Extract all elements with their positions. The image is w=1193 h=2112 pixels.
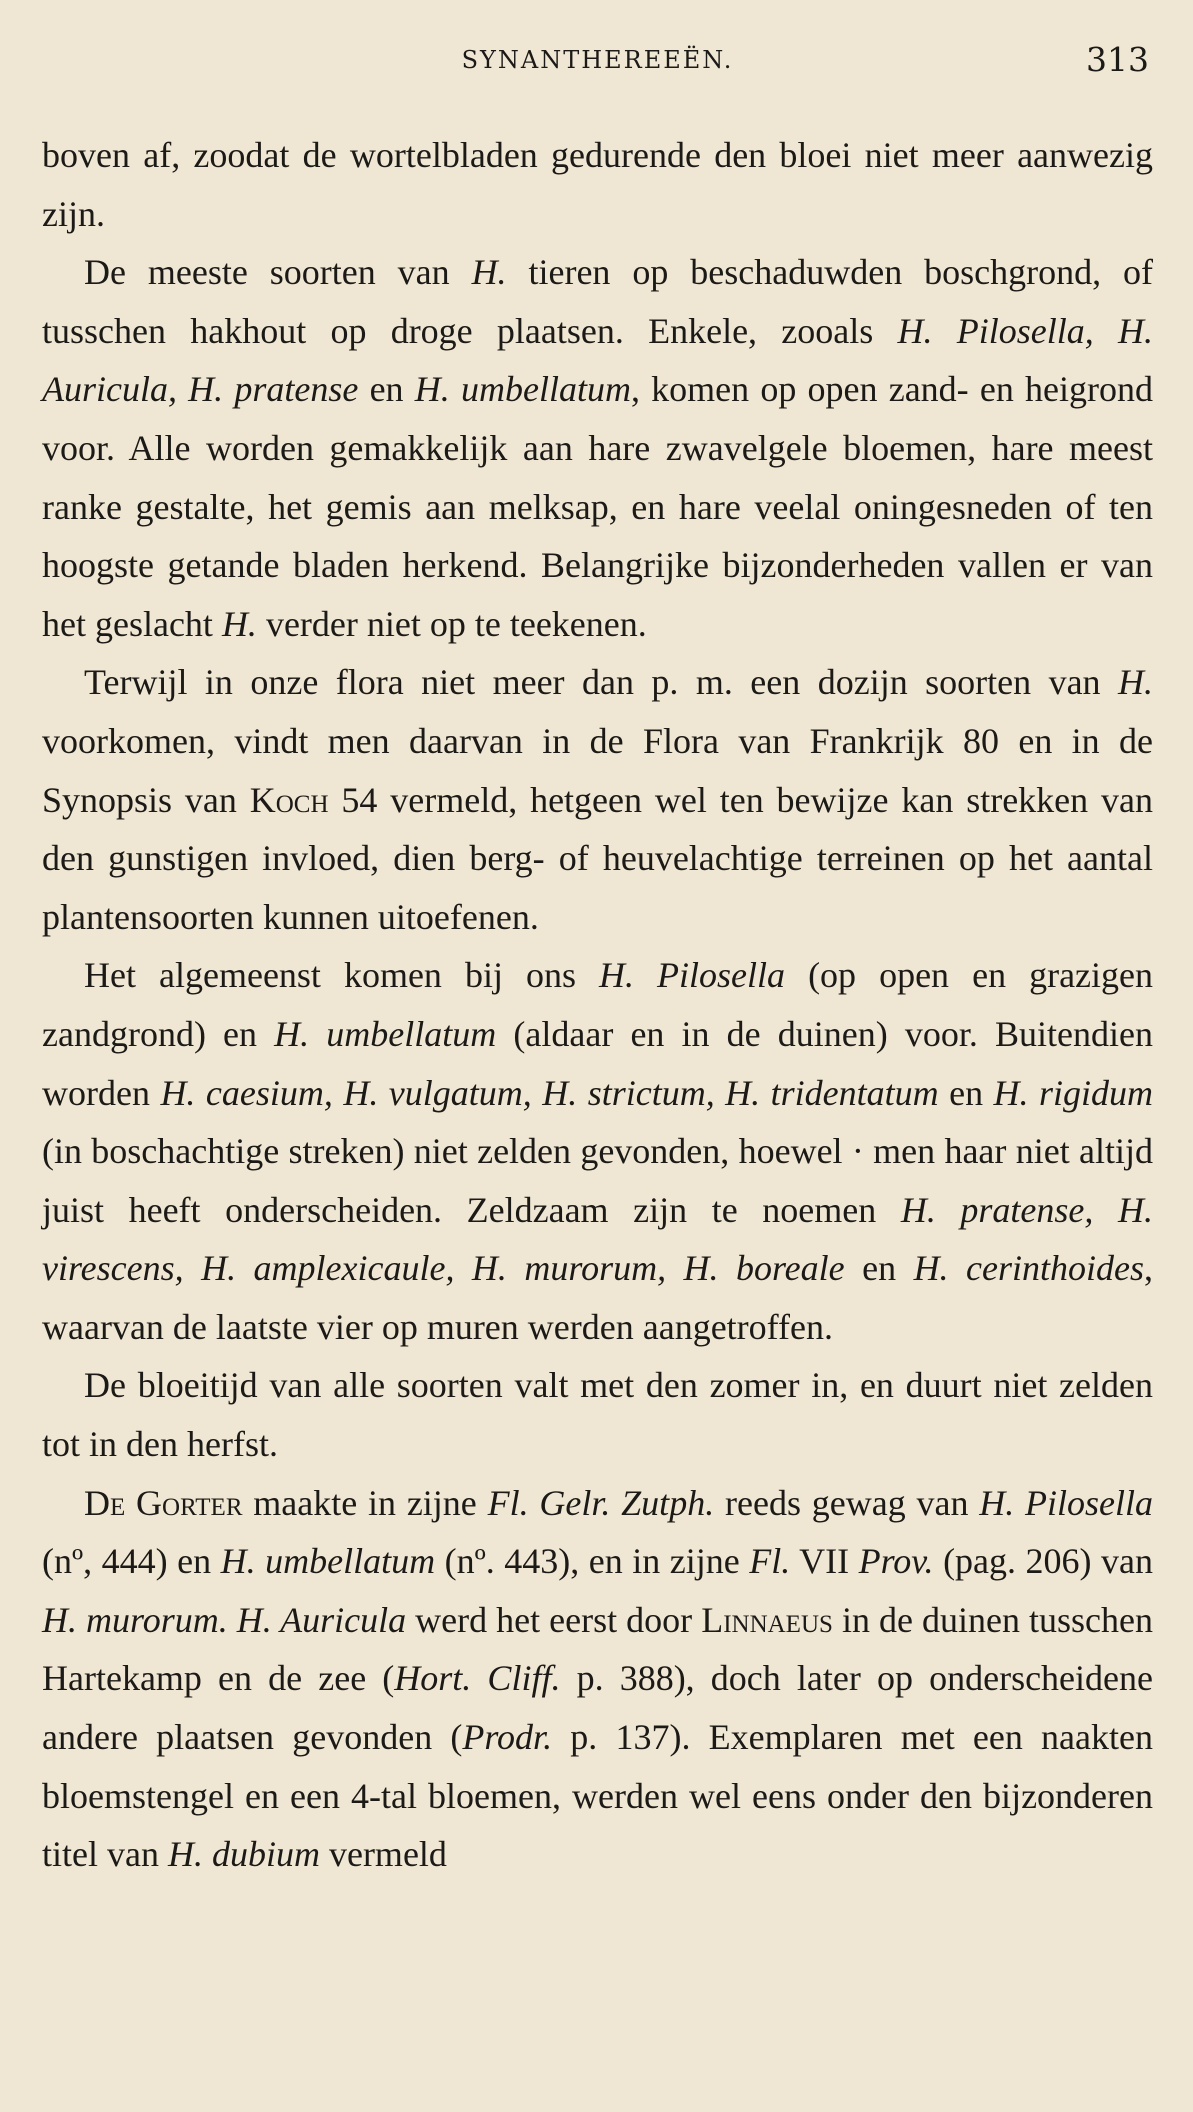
italic-text: H. Pilosella xyxy=(599,955,786,996)
page-header xyxy=(42,0,1153,126)
text-run: VII xyxy=(790,1541,859,1582)
paragraph xyxy=(42,1474,1153,1884)
paragraph xyxy=(42,126,1153,243)
italic-text: H. Pilosella, H. Auricula, H. pratense xyxy=(42,310,1154,410)
text-run: (nº, 444) en xyxy=(42,1541,221,1582)
small-caps-name: Linnaeus xyxy=(701,1599,833,1640)
italic-text: H. rigidum xyxy=(993,1072,1154,1113)
text-run: (op open en grazigen zandgrond) en xyxy=(42,955,1154,1054)
text-run: (in boschachtige streken) niet zelden gevonden, hoewel · men haar niet altijd juist heeft onderscheiden. Zeldzaam zijn te noemen xyxy=(42,1131,1153,1230)
text-run: (aldaar en in de duinen) voor. Buitendien worden xyxy=(42,1013,1153,1113)
text-run: reeds gewag van xyxy=(714,1482,980,1523)
italic-text: H. xyxy=(221,603,257,644)
italic-text: H. umbellatum xyxy=(414,369,631,410)
text-run: , komen op open zand- en heigrond voor. Alle worden gemakkelijk aan hare zwavelgele bloemen, hare meest ranke gestalte, het gemis aan melksap, en hare veelal oningesneden of ten hoogste getande bladen herkend. Belangrijke bijzonderheden vallen er van het geslacht xyxy=(42,369,1154,644)
text-run: Het algemeenst komen bij ons xyxy=(84,955,600,996)
text-run: De meeste soorten van xyxy=(84,252,472,293)
text-run: p. 137). Exemplaren met een naakten bloemstengel en een 4-tal bloemen, werden wel eens onder den bijzonderen titel van xyxy=(42,1717,1153,1875)
text-run: Terwijl in onze flora niet meer dan p. m. een dozijn soorten van xyxy=(84,662,1118,703)
small-caps-name: Koch xyxy=(249,779,329,820)
italic-text: H. dubium xyxy=(167,1834,320,1875)
italic-text: H. xyxy=(1118,662,1153,703)
text-run: De bloeitijd van alle soorten valt met den zomer in, en duurt niet zelden tot in den herfst. xyxy=(42,1365,1153,1465)
italic-text: Hort. Cliff. xyxy=(394,1658,561,1699)
text-run: en xyxy=(358,369,415,410)
italic-text: Prov. xyxy=(858,1541,934,1582)
italic-text: Prodr. xyxy=(462,1717,553,1758)
italic-text: Fl. xyxy=(749,1541,791,1582)
text-run: (pag. 206) van xyxy=(933,1541,1154,1582)
text-run: en xyxy=(938,1072,994,1113)
italic-text: H. xyxy=(471,252,507,293)
body-text xyxy=(42,126,1153,1884)
text-run: , waarvan de laatste vier op muren werden aangetroffen. xyxy=(42,1248,1153,1347)
paragraph xyxy=(42,243,1153,653)
paragraph xyxy=(42,946,1153,1356)
page-number: 313 xyxy=(1086,40,1149,79)
running-head: SYNANTHEREEËN. xyxy=(461,46,734,74)
italic-text: Fl. Gelr. Zutph. xyxy=(487,1482,715,1523)
italic-text: H. umbellatum xyxy=(274,1013,497,1054)
text-run: (nº. 443), en in zijne xyxy=(435,1541,750,1582)
italic-text: H. Pilosella xyxy=(979,1482,1154,1523)
italic-text: H. umbellatum xyxy=(220,1541,436,1582)
paragraph xyxy=(42,1356,1153,1473)
paragraph xyxy=(42,653,1153,946)
text-run: boven af, zoodat de wortelbladen gedurende den bloei niet meer aanwezig zijn. xyxy=(42,135,1153,234)
italic-text: H. murorum. H. Auricula xyxy=(42,1599,407,1640)
italic-text: H. pratense, H. virescens, H. amplexicaule, H. murorum, H. boreale xyxy=(42,1189,1153,1289)
text-run: en xyxy=(844,1248,914,1289)
text-run: vermeld xyxy=(319,1834,447,1875)
text-run: maakte in zijne xyxy=(242,1482,488,1523)
italic-text: H. cerinthoides xyxy=(913,1248,1144,1289)
text-run: 54 vermeld, hetgeen wel ten bewijze kan strekken van den gunstigen invloed, dien berg- of heuvelachtige terreinen op het aantal plantensoorten kunnen uitoefenen. xyxy=(42,779,1153,937)
text-run: werd het eerst door xyxy=(406,1599,702,1640)
text-run: p. 388), doch later op onderscheidene andere plaatsen gevonden ( xyxy=(42,1658,1153,1758)
text-run: in de duinen tusschen Hartekamp en de zee ( xyxy=(42,1599,1154,1699)
text-run: voorkomen, vindt men daarvan in de Flora van Frankrijk 80 en in de Synopsis van xyxy=(42,720,1153,820)
text-run: tieren op beschaduwden boschgrond, of tusschen hakhout op droge plaatsen. Enkele, zooals xyxy=(42,252,1153,351)
text-run: verder niet op te teekenen. xyxy=(256,603,647,644)
italic-text: H. caesium, H. vulgatum, H. strictum, H. tridentatum xyxy=(160,1072,939,1113)
small-caps-name: De Gorter xyxy=(84,1482,243,1523)
